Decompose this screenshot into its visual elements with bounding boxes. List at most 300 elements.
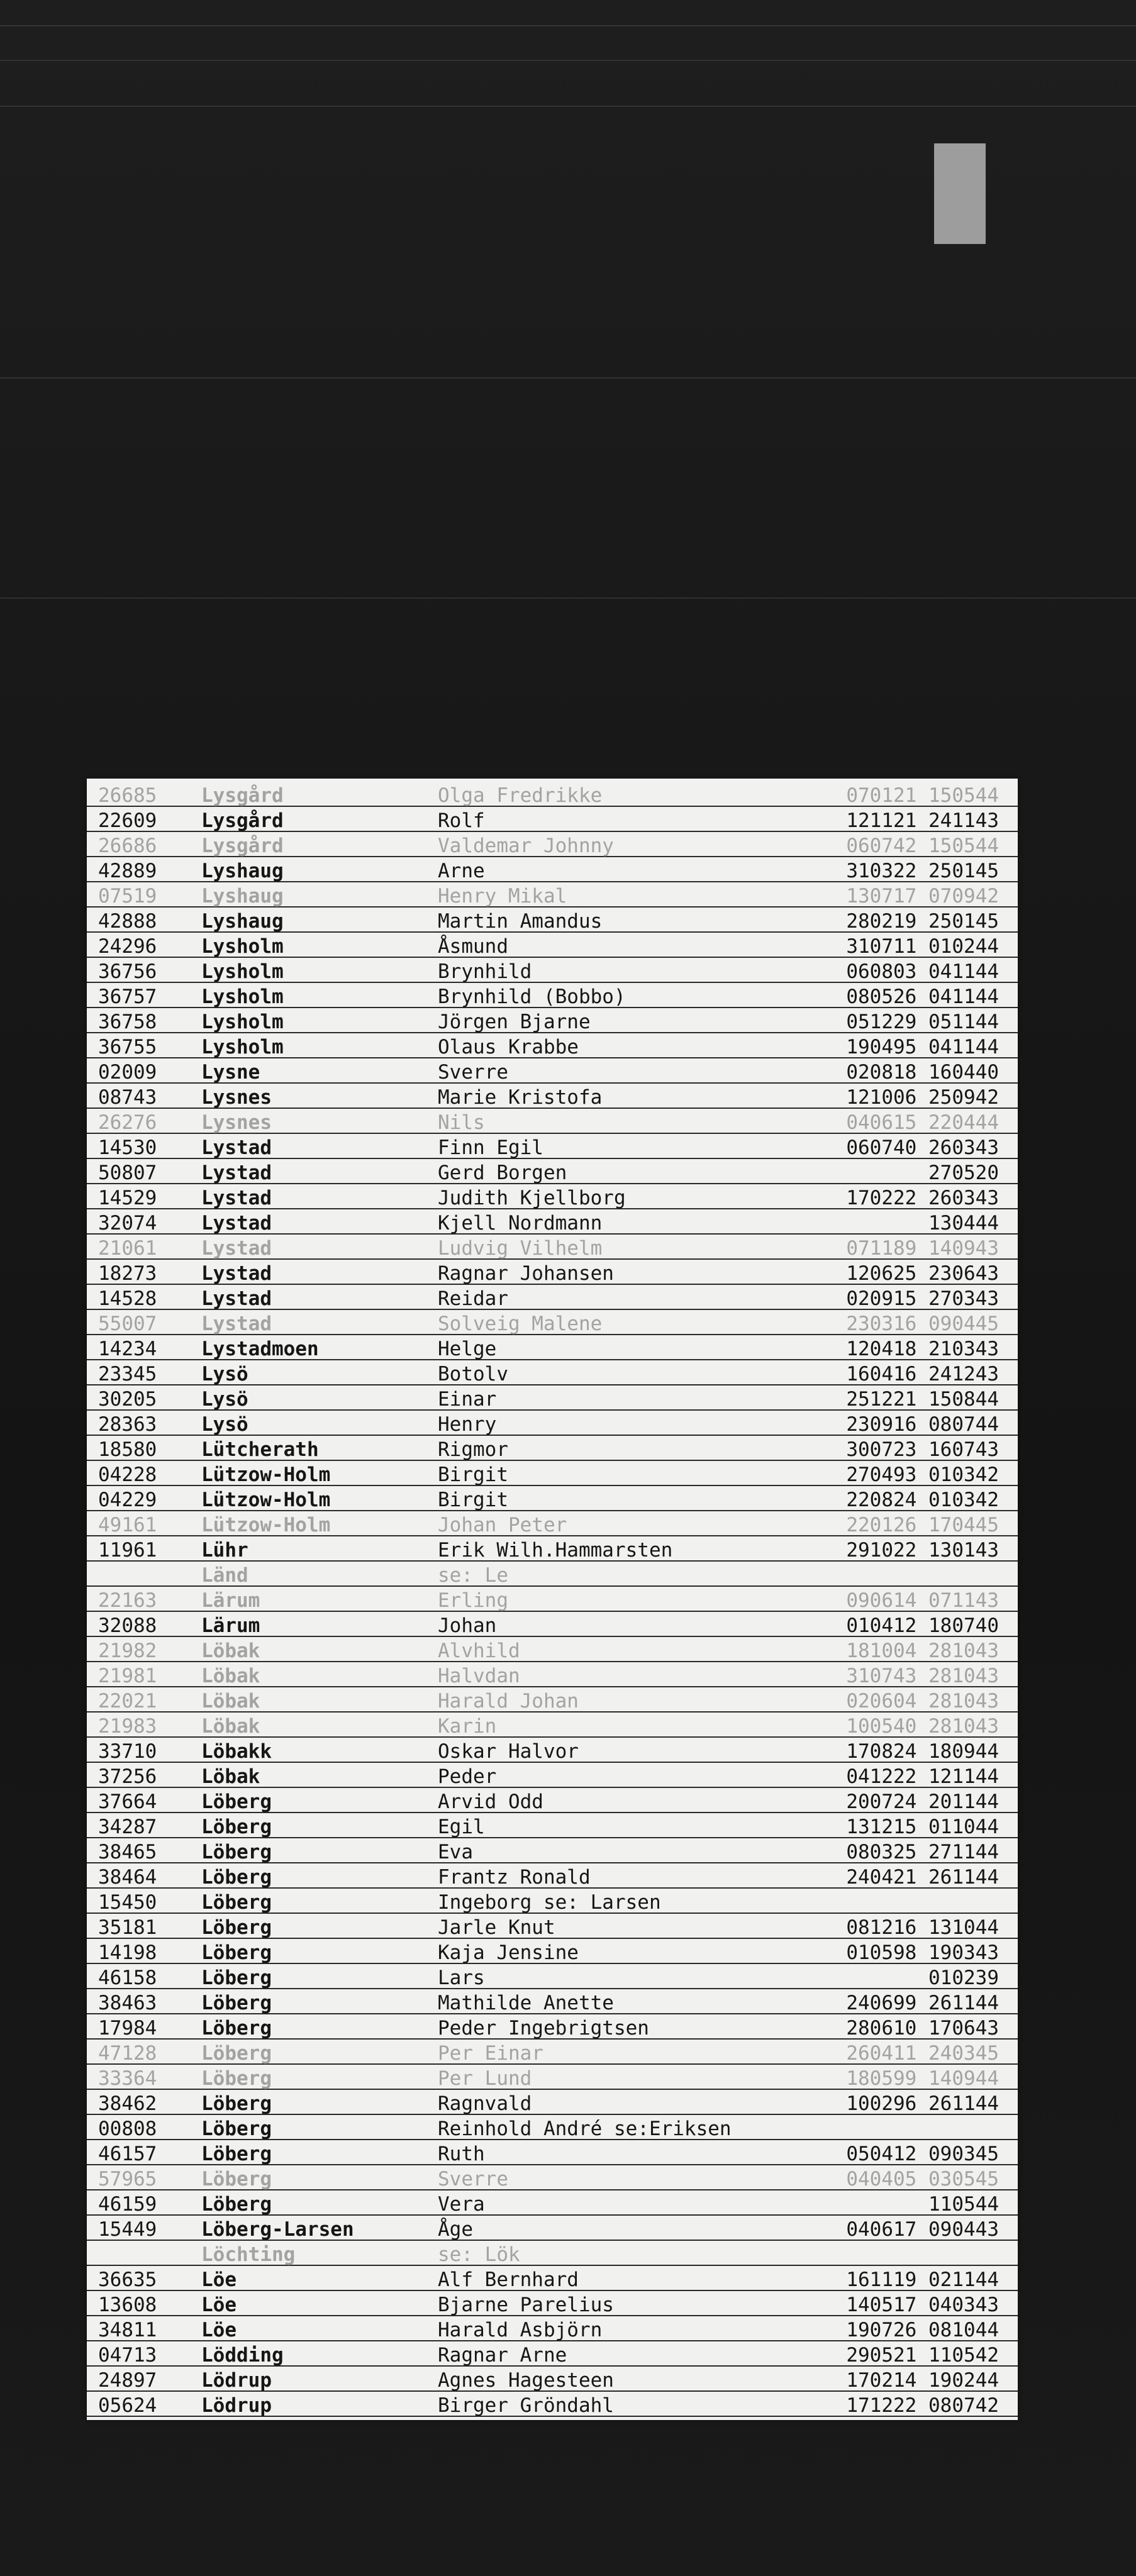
- row-given: Arvid Odd: [438, 1790, 543, 1813]
- card-row: [87, 2367, 1018, 2392]
- card-row: [87, 1738, 1018, 1763]
- row-num: 08743: [98, 1086, 157, 1109]
- card-row: [87, 1889, 1018, 1914]
- row-given: Halvdan: [438, 1665, 520, 1687]
- row-num: 24296: [98, 935, 157, 958]
- row-num: 05624: [98, 2394, 157, 2417]
- row-dates: 020915 270343: [846, 1287, 999, 1310]
- row-dates: 131215 011044: [846, 1816, 999, 1838]
- row-dates: 230316 090445: [846, 1313, 999, 1335]
- row-dates: 200724 201144: [846, 1790, 999, 1813]
- scratch-line: [0, 597, 1136, 599]
- row-num: 22609: [98, 809, 157, 832]
- row-num: 57965: [98, 2168, 157, 2190]
- card-row: [87, 2141, 1018, 2165]
- row-surname: Lützow-Holm: [201, 1489, 331, 1511]
- row-num: 55007: [98, 1313, 157, 1335]
- row-num: 34811: [98, 2319, 157, 2341]
- row-given: Alf Bernhard: [438, 2268, 579, 2291]
- card-row: [87, 1160, 1018, 1184]
- card-row: [87, 2216, 1018, 2241]
- row-given: Ludvig Vilhelm: [438, 1237, 603, 1260]
- card-row: [87, 2116, 1018, 2140]
- row-surname: Lysnes: [201, 1111, 272, 1134]
- row-surname: Lysholm: [201, 935, 284, 958]
- row-dates: 020818 160440: [846, 1061, 999, 1084]
- row-given: Mathilde Anette: [438, 1992, 614, 2014]
- row-surname: Löberg: [201, 2118, 272, 2140]
- row-surname: Löberg: [201, 1967, 272, 1989]
- row-num: 04229: [98, 1489, 157, 1511]
- row-dates: 041222 121144: [846, 1765, 999, 1788]
- row-given: Per Einar: [438, 2042, 543, 2065]
- row-given: Solveig Malene: [438, 1313, 603, 1335]
- row-surname: Lyshaug: [201, 860, 284, 882]
- row-given: Botolv: [438, 1363, 508, 1385]
- row-given: se: Lök: [438, 2243, 520, 2266]
- row-num: 02009: [98, 1061, 157, 1084]
- row-dates: 260411 240345: [846, 2042, 999, 2065]
- row-dates: 040615 220444: [846, 1111, 999, 1134]
- row-dates: 190495 041144: [846, 1036, 999, 1058]
- row-dates: 310743 281043: [846, 1665, 999, 1687]
- row-given: Jarle Knut: [438, 1916, 555, 1939]
- row-num: 38462: [98, 2092, 157, 2115]
- row-given: se: Le: [438, 1564, 508, 1587]
- row-surname: Lärum: [201, 1614, 260, 1637]
- row-given: Ruth: [438, 2143, 485, 2165]
- row-given: Agnes Hagesteen: [438, 2369, 614, 2392]
- row-dates: 060803 041144: [846, 960, 999, 983]
- row-surname: Lystad: [201, 1313, 272, 1335]
- row-num: 36758: [98, 1011, 157, 1033]
- card-row: [87, 1210, 1018, 1235]
- card-row: [87, 1688, 1018, 1713]
- row-given: Arne: [438, 860, 485, 882]
- row-dates: 040405 030545: [846, 2168, 999, 2190]
- row-dates: 240699 261144: [846, 1992, 999, 2014]
- row-dates: 300723 160743: [846, 1438, 999, 1461]
- row-num: 26686: [98, 835, 157, 857]
- row-num: 34287: [98, 1816, 157, 1838]
- row-num: 04228: [98, 1463, 157, 1486]
- card-row: [87, 958, 1018, 983]
- row-given: Kjell Nordmann: [438, 1212, 603, 1235]
- row-surname: Lystad: [201, 1136, 272, 1159]
- row-surname: Löberg-Larsen: [201, 2218, 354, 2241]
- row-num: 04713: [98, 2344, 157, 2367]
- scratch-line: [0, 106, 1136, 107]
- card-tab: [934, 143, 986, 244]
- row-num: 18273: [98, 1262, 157, 1285]
- row-given: Rigmor: [438, 1438, 508, 1461]
- row-num: 42889: [98, 860, 157, 882]
- row-num: 14198: [98, 1941, 157, 1964]
- row-surname: Löberg: [201, 1790, 272, 1813]
- row-num: 21982: [98, 1640, 157, 1662]
- row-dates: 120625 230643: [846, 1262, 999, 1285]
- card-row: [87, 2267, 1018, 2291]
- row-dates: 161119 021144: [846, 2268, 999, 2291]
- row-dates: 071189 140943: [846, 1237, 999, 1260]
- row-given: Sverre: [438, 1061, 508, 1084]
- row-surname: Lödrup: [201, 2394, 272, 2417]
- row-given: Birgit: [438, 1489, 508, 1511]
- row-surname: Lyshaug: [201, 885, 284, 908]
- card-row: [87, 1713, 1018, 1738]
- row-surname: Lühr: [201, 1539, 248, 1562]
- row-surname: Lysnes: [201, 1086, 272, 1109]
- row-num: 26685: [98, 784, 157, 807]
- row-dates: 170824 180944: [846, 1740, 999, 1763]
- card-row: [87, 2065, 1018, 2090]
- card-row: [87, 1059, 1018, 1084]
- row-num: 22021: [98, 1690, 157, 1713]
- row-surname: Löberg: [201, 2168, 272, 2190]
- card-row: [87, 1990, 1018, 2014]
- row-num: 14530: [98, 1136, 157, 1159]
- card-row: [87, 1411, 1018, 1436]
- row-dates: 060740 260343: [846, 1136, 999, 1159]
- row-num: 46159: [98, 2193, 157, 2216]
- row-dates: 121121 241143: [846, 809, 999, 832]
- card-row: [87, 1084, 1018, 1109]
- scratch-line: [0, 60, 1136, 61]
- row-surname: Lysö: [201, 1388, 248, 1411]
- row-given: Birgit: [438, 1463, 508, 1486]
- card-row: [87, 1663, 1018, 1687]
- row-given: Kaja Jensine: [438, 1941, 579, 1964]
- card-row: [87, 2317, 1018, 2341]
- row-surname: Löberg: [201, 2067, 272, 2090]
- row-dates: 100540 281043: [846, 1715, 999, 1738]
- row-num: 15450: [98, 1891, 157, 1914]
- row-given: Erling: [438, 1589, 508, 1612]
- row-given: Nils: [438, 1111, 485, 1134]
- row-surname: Lysgård: [201, 835, 284, 857]
- row-surname: Lysholm: [201, 1036, 284, 1058]
- row-num: 14529: [98, 1187, 157, 1209]
- row-surname: Löberg: [201, 2042, 272, 2065]
- row-num: 36635: [98, 2268, 157, 2291]
- row-num: 00808: [98, 2118, 157, 2140]
- row-dates: 171222 080742: [846, 2394, 999, 2417]
- row-given: Ingeborg se: Larsen: [438, 1891, 661, 1914]
- row-dates: 010239: [928, 1967, 999, 1989]
- row-num: 18580: [98, 1438, 157, 1461]
- row-dates: 130717 070942: [846, 885, 999, 908]
- row-dates: 080325 271144: [846, 1841, 999, 1863]
- card-row: [87, 2015, 1018, 2040]
- row-given: Åge: [438, 2218, 473, 2241]
- row-num: 36756: [98, 960, 157, 983]
- row-given: Jörgen Bjarne: [438, 1011, 591, 1033]
- card-row: [87, 933, 1018, 958]
- row-dates: 220126 170445: [846, 1514, 999, 1536]
- row-given: Lars: [438, 1967, 485, 1989]
- row-dates: 180599 140944: [846, 2067, 999, 2090]
- row-num: 23345: [98, 1363, 157, 1385]
- card-row: [87, 782, 1018, 807]
- row-num: 30205: [98, 1388, 157, 1411]
- row-surname: Löe: [201, 2319, 237, 2341]
- row-dates: 190726 081044: [846, 2319, 999, 2341]
- row-surname: Lystad: [201, 1212, 272, 1235]
- row-given: Karin: [438, 1715, 497, 1738]
- row-given: Ragnvald: [438, 2092, 532, 2115]
- row-dates: 290521 110542: [846, 2344, 999, 2367]
- row-surname: Lystad: [201, 1187, 272, 1209]
- row-num: 26276: [98, 1111, 157, 1134]
- row-surname: Lysholm: [201, 1011, 284, 1033]
- card-row: [87, 2241, 1018, 2266]
- row-given: Vera: [438, 2193, 485, 2216]
- row-dates: 100296 261144: [846, 2092, 999, 2115]
- row-given: Finn Egil: [438, 1136, 543, 1159]
- row-surname: Länd: [201, 1564, 248, 1587]
- row-num: 32088: [98, 1614, 157, 1637]
- row-num: 32074: [98, 1212, 157, 1235]
- card-row: [87, 1562, 1018, 1587]
- row-dates: 251221 150844: [846, 1388, 999, 1411]
- row-given: Gerd Borgen: [438, 1162, 567, 1184]
- row-given: Oskar Halvor: [438, 1740, 579, 1763]
- row-surname: Löbak: [201, 1715, 260, 1738]
- row-dates: 130444: [928, 1212, 999, 1235]
- row-given: Reidar: [438, 1287, 508, 1310]
- card-row: [87, 2392, 1018, 2417]
- row-dates: 140517 040343: [846, 2294, 999, 2316]
- row-surname: Lysne: [201, 1061, 260, 1084]
- row-dates: 050412 090345: [846, 2143, 999, 2165]
- row-surname: Löberg: [201, 1941, 272, 1964]
- card-row: [87, 1462, 1018, 1486]
- row-given: Frantz Ronald: [438, 1866, 591, 1889]
- row-dates: 121006 250942: [846, 1086, 999, 1109]
- card-row: [87, 2040, 1018, 2065]
- card-row: [87, 1311, 1018, 1335]
- row-num: 36757: [98, 985, 157, 1008]
- row-given: Eva: [438, 1841, 473, 1863]
- row-dates: 090614 071143: [846, 1589, 999, 1612]
- row-dates: 170222 260343: [846, 1187, 999, 1209]
- card-row: [87, 1940, 1018, 1964]
- card-row: [87, 1965, 1018, 1989]
- card-row: [87, 1336, 1018, 1360]
- card-row: [87, 1512, 1018, 1536]
- row-num: 49161: [98, 1514, 157, 1536]
- row-dates: 020604 281043: [846, 1690, 999, 1713]
- row-num: 38463: [98, 1992, 157, 2014]
- card-row: [87, 1386, 1018, 1411]
- row-num: 17984: [98, 2017, 157, 2040]
- row-dates: 310711 010244: [846, 935, 999, 958]
- row-surname: Lysgård: [201, 784, 284, 807]
- card-row: [87, 2166, 1018, 2190]
- row-surname: Löberg: [201, 1866, 272, 1889]
- row-given: Reinhold André se:Eriksen: [438, 2118, 732, 2140]
- row-surname: Lödrup: [201, 2369, 272, 2392]
- row-surname: Lystadmoen: [201, 1338, 319, 1360]
- card-row: [87, 1436, 1018, 1461]
- row-given: Valdemar Johnny: [438, 835, 614, 857]
- row-surname: Löbak: [201, 1690, 260, 1713]
- row-given: Sverre: [438, 2168, 508, 2190]
- row-num: 35181: [98, 1916, 157, 1939]
- row-surname: Löbakk: [201, 1740, 272, 1763]
- row-dates: 291022 130143: [846, 1539, 999, 1562]
- row-surname: Löberg: [201, 1841, 272, 1863]
- row-given: Henry: [438, 1413, 497, 1436]
- card-row: [87, 1235, 1018, 1260]
- card-row: [87, 1638, 1018, 1662]
- row-dates: 230916 080744: [846, 1413, 999, 1436]
- card-row: [87, 833, 1018, 857]
- row-dates: 160416 241243: [846, 1363, 999, 1385]
- row-surname: Lystad: [201, 1237, 272, 1260]
- card-row: [87, 1914, 1018, 1939]
- card-row: [87, 1185, 1018, 1209]
- row-given: Henry Mikal: [438, 885, 567, 908]
- row-given: Harald Asbjörn: [438, 2319, 603, 2341]
- card-row: [87, 1487, 1018, 1511]
- row-given: Einar: [438, 1388, 497, 1411]
- row-surname: Lystad: [201, 1262, 272, 1285]
- card-row: [87, 1009, 1018, 1033]
- row-given: Marie Kristofa: [438, 1086, 603, 1109]
- card-row: [87, 1839, 1018, 1863]
- card-row: [87, 1763, 1018, 1788]
- scratch-line: [0, 377, 1136, 379]
- row-given: Brynhild: [438, 960, 532, 983]
- row-num: 21981: [98, 1665, 157, 1687]
- row-dates: 270520: [928, 1162, 999, 1184]
- row-given: Rolf: [438, 809, 485, 832]
- row-dates: 280219 250145: [846, 910, 999, 933]
- row-dates: 270493 010342: [846, 1463, 999, 1486]
- row-given: Åsmund: [438, 935, 508, 958]
- card-row: [87, 1789, 1018, 1813]
- row-num: 22163: [98, 1589, 157, 1612]
- row-surname: Löbak: [201, 1665, 260, 1687]
- row-surname: Lütcherath: [201, 1438, 319, 1461]
- card-row: [87, 1613, 1018, 1637]
- row-given: Peder: [438, 1765, 497, 1788]
- card-row: [87, 1260, 1018, 1285]
- card-row: [87, 808, 1018, 832]
- row-dates: 070121 150544: [846, 784, 999, 807]
- row-num: 38464: [98, 1866, 157, 1889]
- row-num: 14234: [98, 1338, 157, 1360]
- row-dates: 170214 190244: [846, 2369, 999, 2392]
- row-given: Ragnar Arne: [438, 2344, 567, 2367]
- card-row: [87, 2292, 1018, 2316]
- row-surname: Lützow-Holm: [201, 1463, 331, 1486]
- row-dates: 120418 210343: [846, 1338, 999, 1360]
- row-surname: Lysgård: [201, 809, 284, 832]
- row-surname: Lützow-Holm: [201, 1514, 331, 1536]
- row-num: 14528: [98, 1287, 157, 1310]
- row-given: Helge: [438, 1338, 497, 1360]
- card-row: [87, 1864, 1018, 1889]
- row-num: 37256: [98, 1765, 157, 1788]
- card-row: [87, 2191, 1018, 2216]
- row-dates: 060742 150544: [846, 835, 999, 857]
- card-row: [87, 1361, 1018, 1385]
- card-row: [87, 883, 1018, 908]
- row-surname: Lysholm: [201, 960, 284, 983]
- row-given: Johan: [438, 1614, 497, 1637]
- row-num: 50807: [98, 1162, 157, 1184]
- row-given: Bjarne Parelius: [438, 2294, 614, 2316]
- row-given: Alvhild: [438, 1640, 520, 1662]
- row-given: Per Lund: [438, 2067, 532, 2090]
- row-num: 42888: [98, 910, 157, 933]
- row-surname: Lärum: [201, 1589, 260, 1612]
- row-given: Birger Gröndahl: [438, 2394, 614, 2417]
- row-given: Egil: [438, 1816, 485, 1838]
- row-num: 46158: [98, 1967, 157, 1989]
- row-num: 07519: [98, 885, 157, 908]
- card-row: [87, 1135, 1018, 1159]
- card-row: [87, 1814, 1018, 1838]
- row-dates: 081216 131044: [846, 1916, 999, 1939]
- row-num: 13608: [98, 2294, 157, 2316]
- row-given: Olaus Krabbe: [438, 1036, 579, 1058]
- row-surname: Lystad: [201, 1287, 272, 1310]
- row-dates: 010412 180740: [846, 1614, 999, 1637]
- row-surname: Löberg: [201, 2092, 272, 2115]
- row-surname: Löe: [201, 2268, 237, 2291]
- row-surname: Löberg: [201, 2017, 272, 2040]
- row-dates: 240421 261144: [846, 1866, 999, 1889]
- row-num: 37664: [98, 1790, 157, 1813]
- row-dates: 010598 190343: [846, 1941, 999, 1964]
- scratch-line: [0, 25, 1136, 26]
- row-given: Judith Kjellborg: [438, 1187, 626, 1209]
- index-card: [87, 779, 1018, 2420]
- row-surname: Lödding: [201, 2344, 284, 2367]
- row-num: 28363: [98, 1413, 157, 1436]
- row-surname: Lysö: [201, 1413, 248, 1436]
- row-dates: 280610 170643: [846, 2017, 999, 2040]
- row-dates: 051229 051144: [846, 1011, 999, 1033]
- row-given: Harald Johan: [438, 1690, 579, 1713]
- card-row: [87, 984, 1018, 1008]
- row-num: 38465: [98, 1841, 157, 1863]
- card-row: [87, 2342, 1018, 2367]
- row-surname: Lystad: [201, 1162, 272, 1184]
- row-given: Brynhild (Bobbo): [438, 985, 626, 1008]
- row-surname: Löberg: [201, 1992, 272, 2014]
- row-surname: Löberg: [201, 1891, 272, 1914]
- row-surname: Löberg: [201, 1816, 272, 1838]
- card-row: [87, 1587, 1018, 1612]
- row-num: 36755: [98, 1036, 157, 1058]
- row-num: 21983: [98, 1715, 157, 1738]
- card-row: [87, 1034, 1018, 1058]
- row-num: 47128: [98, 2042, 157, 2065]
- row-surname: Lyshaug: [201, 910, 284, 933]
- row-given: Erik Wilh.Hammarsten: [438, 1539, 673, 1562]
- row-dates: 080526 041144: [846, 985, 999, 1008]
- row-surname: Löbak: [201, 1765, 260, 1788]
- row-surname: Lysö: [201, 1363, 248, 1385]
- row-surname: Löberg: [201, 1916, 272, 1939]
- row-dates: 181004 281043: [846, 1640, 999, 1662]
- row-num: 33364: [98, 2067, 157, 2090]
- row-surname: Löchting: [201, 2243, 296, 2266]
